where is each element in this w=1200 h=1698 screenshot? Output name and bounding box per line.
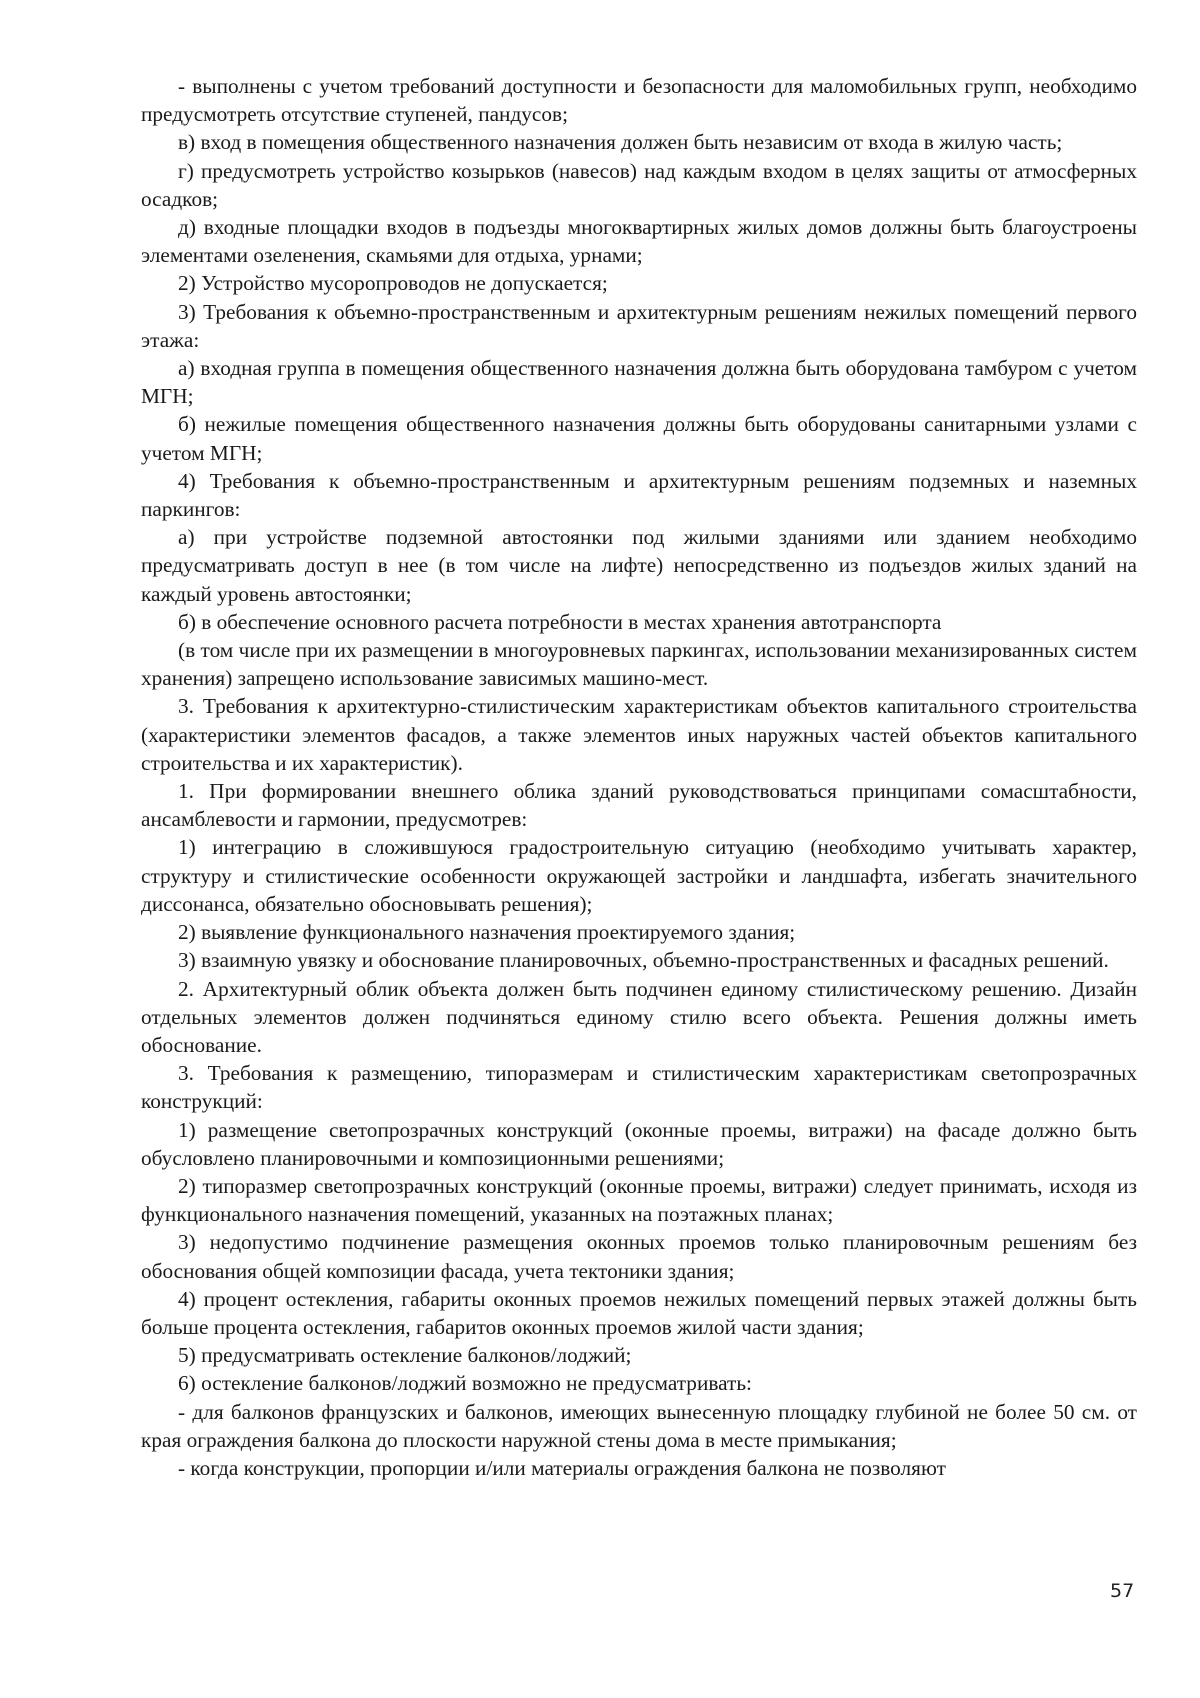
paragraph: 4) Требования к объемно-пространственным и архитектурным решениям подземных и наземных паркингов:: [141, 468, 1137, 522]
paragraph: 3) взаимную увязку и обоснование планировочных, объемно-пространственных и фасадных решений.: [178, 948, 1109, 973]
paragraph: 2) Устройство мусоропроводов не допускается;: [178, 271, 608, 296]
paragraph: б) нежилые помещения общественного назначения должны быть оборудованы санитарными узлами с учетом МГН;: [141, 412, 1137, 465]
paragraph: 1. При формировании внешнего облика зданий руководствоваться принципами сомасштабности, ансамблевости и гармонии, предусмотрев:: [141, 779, 1137, 832]
paragraph: 4) процент остекления, габариты оконных проемов нежилых помещений первых этажей должны быть больше процента остекления, габаритов оконных проемов жилой части здания;: [141, 1286, 1137, 1339]
paragraph: в) вход в помещения общественного назначения должен быть независим от входа в жилую часть;: [178, 130, 1063, 155]
paragraph: 3) недопустимо подчинение размещения оконных проемов только планировочным решениям без обоснования общей композиции фасада, учета тектоники здания;: [141, 1230, 1137, 1283]
paragraph: (в том числе при их размещении в многоуровневых паркингах, использовании механизированных систем хранения) запрещено использование зависимых машино-мест.: [141, 638, 1137, 691]
paragraph: 2. Архитектурный облик объекта должен быть подчинен единому стилистическому решению. Дизайн отдельных элементов должен подчиняться единому стилю всего объекта. Решения должны иметь обоснование.: [141, 976, 1137, 1057]
paragraph: 6) остекление балконов/лоджий возможно не предусматривать:: [178, 1371, 752, 1396]
paragraph: 5) предусматривать остекление балконов/лоджий;: [178, 1343, 632, 1368]
paragraph: б) в обеспечение основного расчета потребности в местах хранения автотранспорта: [178, 609, 942, 634]
paragraph: 2) выявление функционального назначения проектируемого здания;: [178, 920, 796, 945]
page-number: 57: [1110, 1580, 1135, 1602]
paragraph: а) при устройстве подземной автостоянки под жилыми зданиями или зданием необходимо предусматривать доступ в нее (в том числе на лифте) непосредственно из подъездов жилых зданий на каждый уровень автостоянки;: [141, 525, 1137, 606]
paragraph: 1) размещение светопрозрачных конструкций (оконные проемы, витражи) на фасаде должно быть обусловлено планировочными и композиционными решениями;: [141, 1117, 1137, 1170]
paragraph: д) входные площадки входов в подъезды многоквартирных жилых домов должны быть благоустроены элементами озеленения, скамьями для отдыха, урнами;: [141, 215, 1137, 268]
paragraph: 3) Требования к объемно-пространственным и архитектурным решениям нежилых помещений первого этажа:: [141, 299, 1137, 352]
paragraph: - выполнены с учетом требований доступности и безопасности для маломобильных групп, необходимо предусмотреть отсутствие ступеней, пандусов;: [141, 74, 1137, 127]
paragraph: - когда конструкции, пропорции и/или материалы ограждения балкона не позволяют: [178, 1455, 946, 1480]
paragraph: 3. Требования к архитектурно-стилистическим характеристикам объектов капитального строительства (характеристики элементов фасадов, а также элементов иных наружных частей объектов капитального строительства и их характеристик).: [141, 694, 1137, 775]
paragraph: 3. Требования к размещению, типоразмерам и стилистическим характеристикам светопрозрачных конструкций:: [141, 1061, 1137, 1114]
paragraph: - для балконов французских и балконов, имеющих вынесенную площадку глубиной не более 50 см. от края ограждения балкона до плоскости наружной стены дома в месте примыкания;: [141, 1399, 1137, 1452]
paragraph: 2) типоразмер светопрозрачных конструкций (оконные проемы, витражи) следует принимать, исходя из функционального назначения помещений, указанных на поэтажных планах;: [141, 1173, 1137, 1227]
paragraph: 1) интеграцию в сложившуюся градостроительную ситуацию (необходимо учитывать характер, структуру и стилистические особенности окружающей застройки и ландшафта, избегать значительного диссонанса, обязательно обосновывать решения);: [141, 835, 1137, 916]
document-body: [141, 72, 1137, 1482]
paragraph: а) входная группа в помещения общественного назначения должна быть оборудована тамбуром с учетом МГН;: [141, 356, 1137, 409]
paragraph: г) предусмотреть устройство козырьков (навесов) над каждым входом в целях защиты от атмосферных осадков;: [141, 158, 1137, 211]
